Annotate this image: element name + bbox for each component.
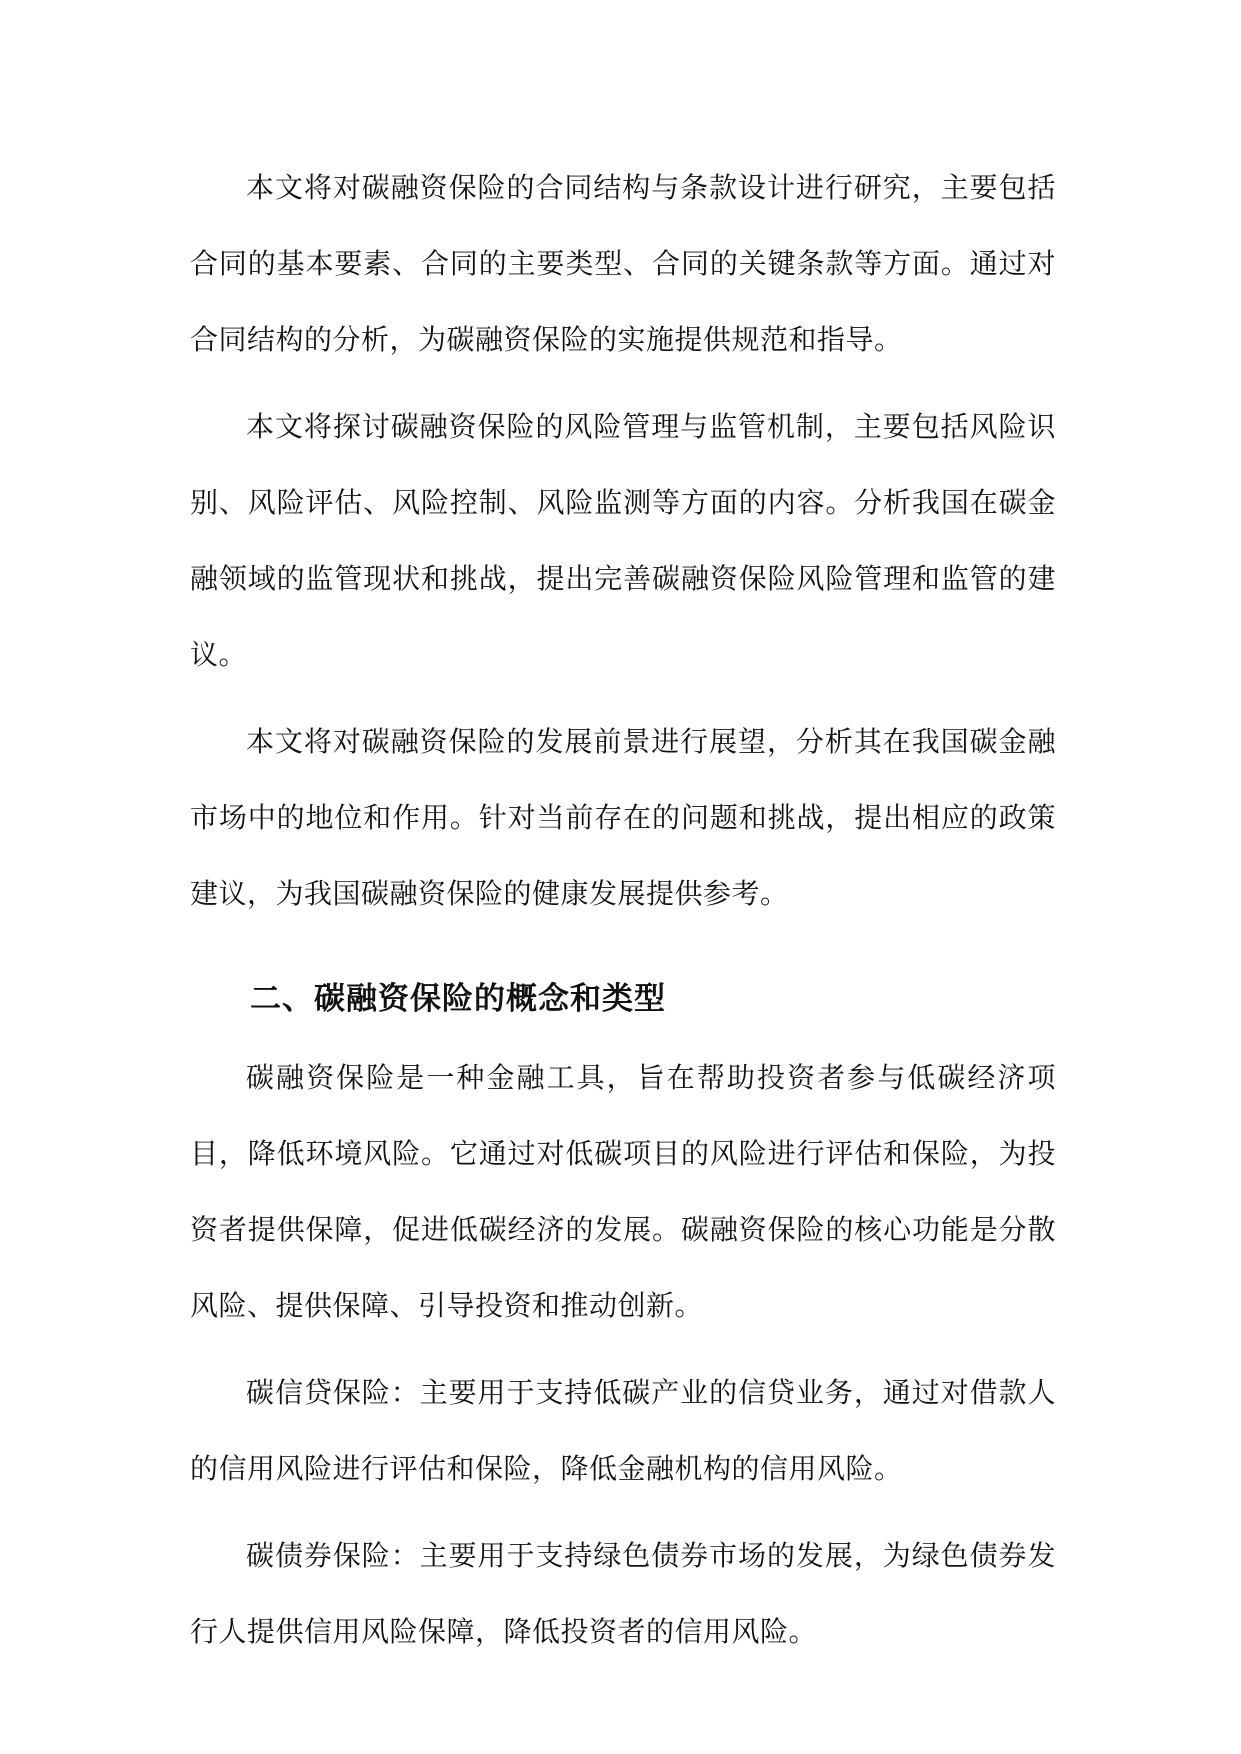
document-body [190, 150, 1056, 1681]
paragraph-carbon-credit-insurance: 碳信贷保险：主要用于支持低碳产业的信贷业务，通过对借款人的信用风险进行评估和保险，降低金融机构的信用风险。 [190, 1376, 1056, 1485]
paragraph-risk-management: 本文将探讨碳融资保险的风险管理与监管机制，主要包括风险识别、风险评估、风险控制、风险监测等方面的内容。分析我国在碳金融领域的监管现状和挑战，提出完善碳融资保险风险管理和监管的建议。 [190, 410, 1056, 671]
paragraph-concept: 碳融资保险是一种金融工具，旨在帮助投资者参与低碳经济项目，降低环境风险。它通过对低碳项目的风险进行评估和保险，为投资者提供保障，促进低碳经济的发展。碳融资保险的核心功能是分散风险、提供保障、引导投资和推动创新。 [190, 1061, 1056, 1322]
paragraph-carbon-bond-insurance: 碳债券保险：主要用于支持绿色债券市场的发展，为绿色债券发行人提供信用风险保障，降低投资者的信用风险。 [190, 1539, 1056, 1648]
paragraph-development-outlook: 本文将对碳融资保险的发展前景进行展望，分析其在我国碳金融市场中的地位和作用。针对当前存在的问题和挑战，提出相应的政策建议，为我国碳融资保险的健康发展提供参考。 [190, 725, 1056, 910]
section-heading: 二、碳融资保险的概念和类型 [250, 981, 666, 1017]
paragraph-contract-structure: 本文将对碳融资保险的合同结构与条款设计进行研究，主要包括合同的基本要素、合同的主要类型、合同的关键条款等方面。通过对合同结构的分析，为碳融资保险的实施提供规范和指导。 [190, 171, 1056, 356]
